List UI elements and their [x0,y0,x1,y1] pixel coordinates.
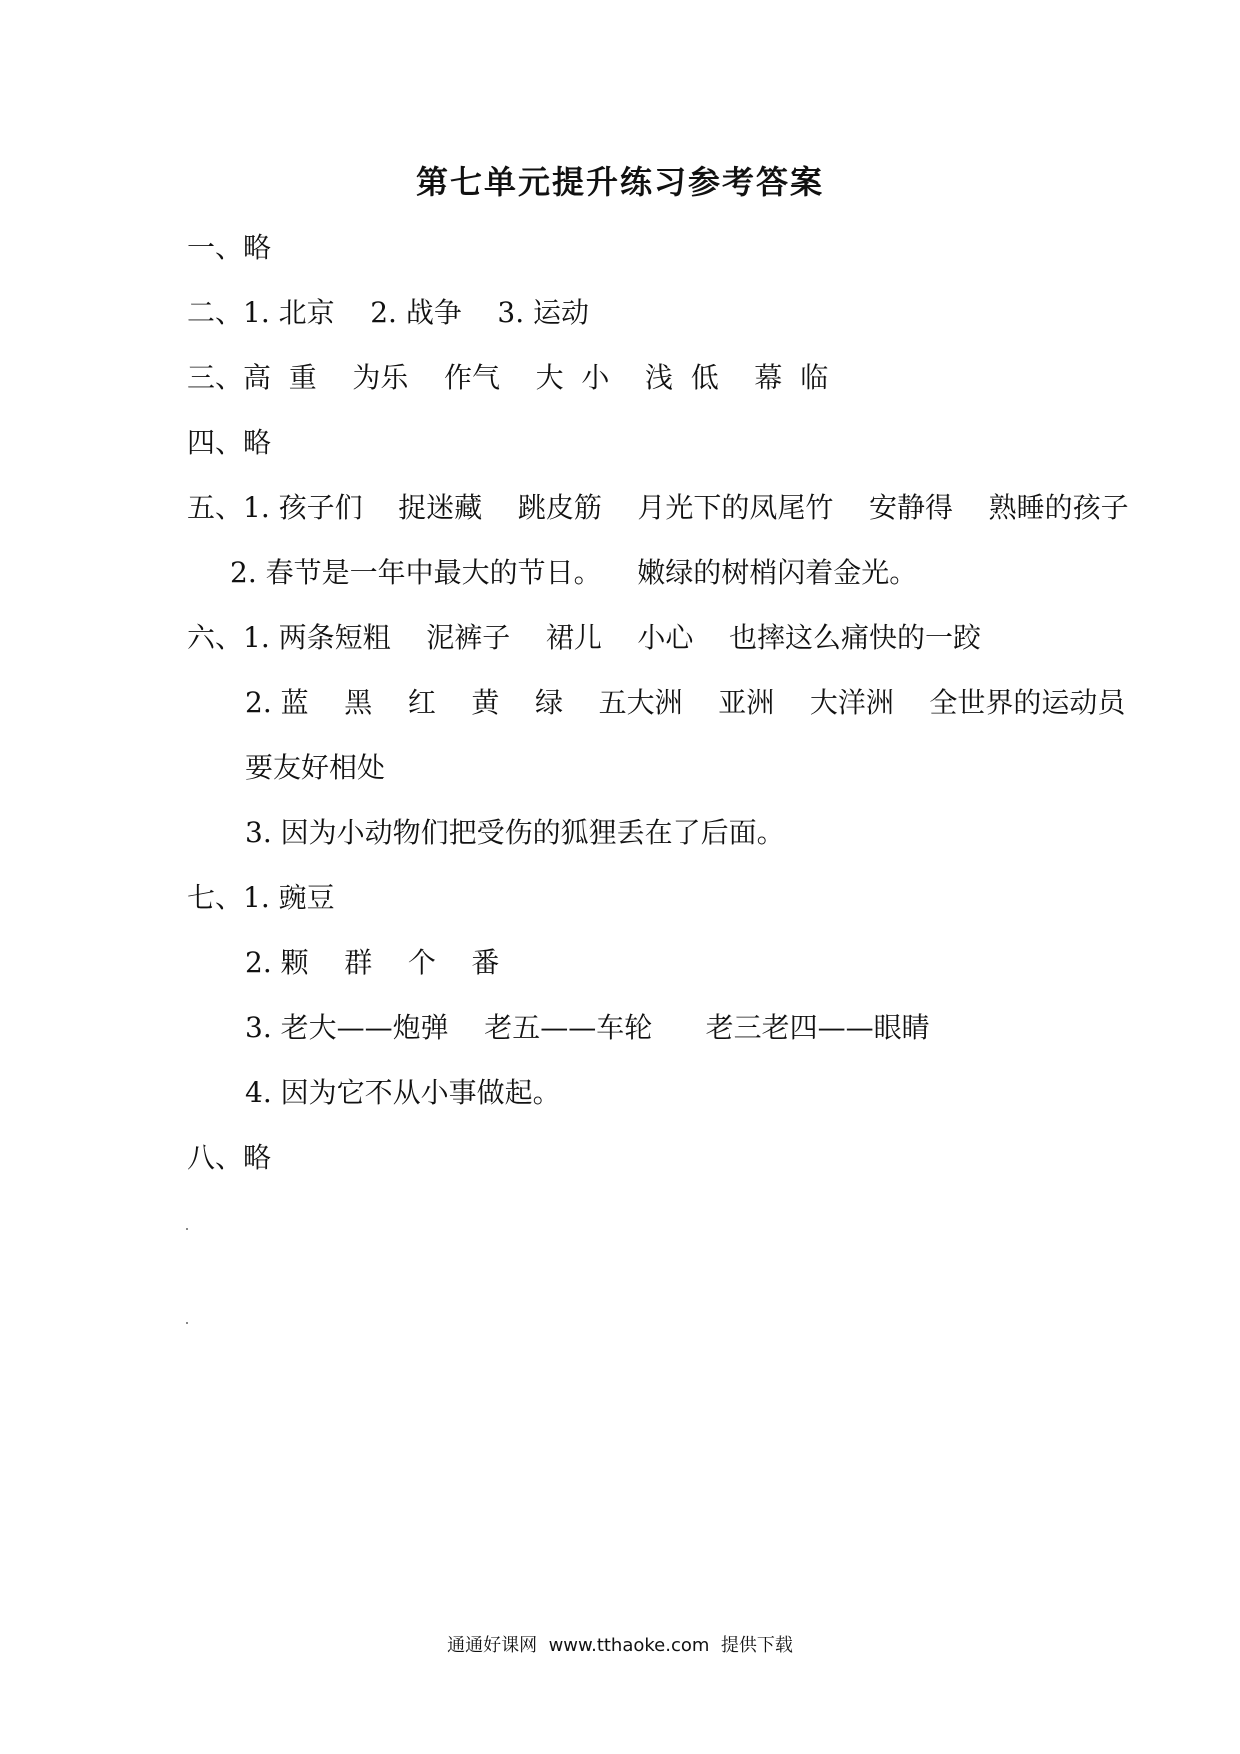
scan-speck [186,1228,188,1230]
answer-line-12: 2. 颗 群 个 番 [245,946,500,979]
page-footer: 通通好课网 www.tthaoke.com 提供下载 [447,1635,793,1656]
answer-line-10: 3. 因为小动物们把受伤的狐狸丢在了后面。 [245,816,785,849]
answer-line-7: 六、1. 两条短粗 泥裤子 裙儿 小心 也摔这么痛快的一跤 [187,621,982,654]
answer-line-1: 一、略 [187,231,272,264]
answer-line-6: 2. 春节是一年中最大的节日。 嫩绿的树梢闪着金光。 [230,556,918,589]
answer-line-15: 八、略 [187,1141,272,1174]
answer-line-5: 五、1. 孩子们 捉迷藏 跳皮筋 月光下的凤尾竹 安静得 熟睡的孩子 [187,491,1129,524]
page-title: 第七单元提升练习参考答案 [415,163,824,201]
answer-line-2: 二、1. 北京 2. 战争 3. 运动 [187,296,590,329]
answer-line-11: 七、1. 豌豆 [187,881,335,914]
answer-line-14: 4. 因为它不从小事做起。 [245,1076,561,1109]
scan-speck [186,1322,188,1324]
answer-line-9: 要友好相处 [245,751,386,784]
answer-line-13: 3. 老大——炮弹 老五——车轮 老三老四——眼睛 [245,1011,930,1044]
answer-line-8: 2. 蓝 黑 红 黄 绿 五大洲 亚洲 大洋洲 全世界的运动员 [245,686,1126,719]
answer-line-3: 三、高 重 为乐 作气 大 小 浅 低 幕 临 [187,361,829,394]
answer-line-4: 四、略 [187,426,272,459]
